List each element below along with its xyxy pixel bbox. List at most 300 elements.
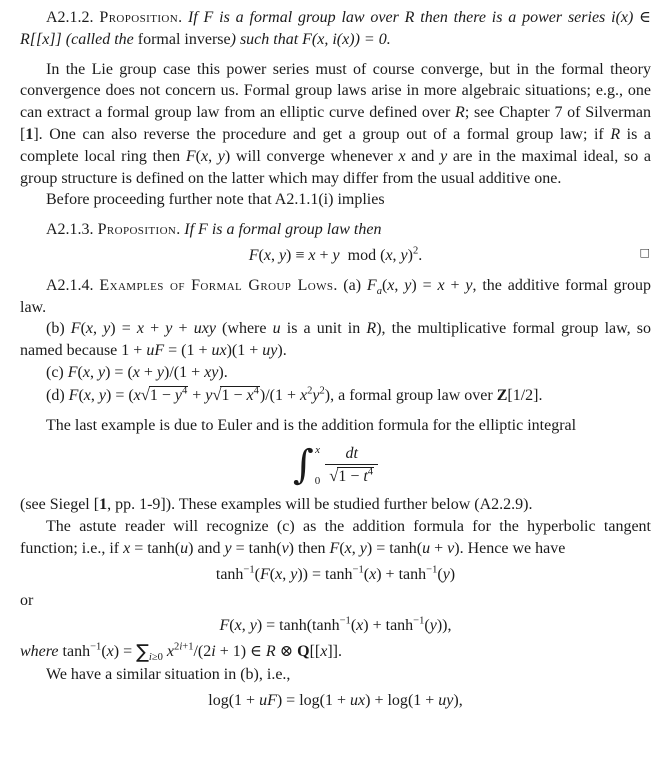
text-run: = tanh(	[130, 539, 181, 557]
math-token: u	[211, 342, 220, 360]
math-token: (	[363, 565, 370, 583]
math-token: x	[204, 363, 212, 381]
text-run: y	[312, 386, 320, 404]
integral-upper-limit: x	[315, 444, 320, 457]
math-token: w	[20, 643, 31, 661]
math-token: (	[376, 246, 386, 264]
math-token: y	[165, 320, 173, 338]
text-run: R	[366, 320, 377, 338]
text-run: F	[366, 276, 377, 294]
math-token: x	[385, 246, 393, 264]
paragraph-siegel	[20, 494, 651, 516]
text-run	[255, 566, 353, 583]
text-run: will converge whenever	[230, 147, 399, 165]
math-token: y	[97, 363, 106, 381]
math-token: e	[51, 643, 59, 661]
math-token: +	[430, 539, 448, 557]
text-run	[310, 643, 342, 660]
text-run: Before proceeding further note that A2.1.1(i) implies	[46, 191, 385, 209]
math-token: r	[45, 643, 52, 661]
math-token: u	[438, 691, 447, 709]
math-token: x	[166, 643, 175, 661]
math-token: +	[188, 386, 206, 404]
text-run: The last example is due to Euler and is the addition formula for the elliptic integral	[46, 416, 577, 434]
text-run	[351, 617, 413, 634]
text-run: ; see Chapter 7 of Silverman [	[20, 104, 651, 143]
math-token: (1 +	[319, 691, 351, 709]
math-token: F	[248, 246, 259, 264]
math-token: (	[101, 643, 107, 661]
text-run: The astute reader will recognize (c) as the addition formula for the hyperbolic tangent function; i.e., if	[20, 518, 651, 557]
paragraph-lie-group	[20, 59, 651, 190]
paragraph-astute-reader	[20, 516, 651, 560]
math-token: 1 +	[121, 342, 147, 360]
math-token: ) =	[110, 320, 137, 338]
math-token: y	[208, 320, 216, 338]
text-run	[20, 643, 90, 660]
text-run	[121, 342, 282, 359]
text-run: are in the maximal ideal, so a group structure is defined on the latter which may differ from the usual additive one.	[20, 147, 652, 187]
math-token: d	[345, 445, 354, 463]
math-token: ,	[93, 320, 104, 338]
math-token: ) +	[365, 691, 388, 709]
math-token: F	[154, 342, 165, 360]
radicand	[220, 386, 259, 404]
radical-icon: √	[140, 384, 150, 404]
math-token: (	[80, 320, 86, 338]
text-run	[186, 148, 230, 165]
text-run: y	[440, 147, 448, 165]
math-token: )) =	[297, 565, 325, 583]
paragraph-where-tanh	[20, 641, 651, 664]
math-token: F	[68, 386, 79, 404]
math-token: t	[363, 468, 368, 486]
math-token: y	[290, 565, 298, 583]
text-run	[69, 387, 141, 404]
math-token: (	[381, 276, 388, 294]
math-token: ⊗	[275, 643, 298, 661]
math-token: tanh	[215, 565, 244, 583]
text-run	[219, 617, 339, 634]
math-token: x	[85, 320, 94, 338]
math-token: x	[82, 363, 90, 381]
math-token: x	[132, 363, 140, 381]
math-token: 1 −	[338, 468, 364, 486]
text-run: Proposition	[99, 9, 179, 26]
text-run: is a complete local ring then	[20, 125, 652, 165]
paragraph-euler	[20, 415, 651, 437]
text-run: 4	[181, 385, 188, 397]
text-run	[216, 566, 244, 583]
integral-sign	[293, 442, 320, 488]
math-token: +	[139, 363, 157, 381]
text-run	[364, 566, 426, 583]
math-token: (	[424, 617, 430, 635]
math-token: tanh	[325, 565, 353, 583]
text-run: If F is a formal group law over R then there is a power series i(x) ∈ R[[x]] (called the	[20, 9, 652, 48]
math-token: )	[449, 565, 456, 583]
math-token: (	[269, 565, 276, 583]
math-token: x	[358, 691, 366, 709]
math-token: )	[366, 539, 373, 557]
math-token: (1 +	[228, 691, 260, 709]
text-run	[193, 643, 297, 660]
radical-icon: √	[212, 384, 222, 404]
math-token: u	[259, 691, 268, 709]
math-token: + 1) ∈	[215, 643, 266, 661]
text-run: (d)	[46, 386, 69, 404]
text-run: ]. One can also reverse the procedure and get a group out of a formal group law; if	[33, 125, 611, 143]
math-token: y	[404, 276, 412, 294]
text-run: . (a)	[333, 276, 367, 294]
qed-box: □	[640, 246, 649, 262]
math-token: ,	[208, 147, 218, 165]
text-run	[422, 540, 454, 557]
sqrt-expression	[212, 384, 259, 404]
math-token: (	[350, 617, 357, 635]
paragraph-similar-situation	[20, 664, 651, 686]
math-token: )),	[436, 617, 452, 635]
text-run: = tanh(	[231, 539, 282, 557]
math-token: +	[444, 276, 466, 294]
summation-lower-limit	[149, 652, 163, 663]
math-token: t	[353, 445, 358, 463]
text-run	[437, 566, 455, 583]
math-token: x	[344, 539, 352, 557]
math-token: mod	[347, 246, 377, 264]
math-token: [[	[309, 643, 321, 661]
math-token: x	[387, 276, 395, 294]
text-run	[101, 643, 136, 660]
math-token: y	[174, 386, 182, 404]
text-run	[424, 617, 451, 634]
text-run: v	[281, 539, 289, 557]
math-token: x	[263, 246, 271, 264]
math-token: log	[208, 691, 229, 709]
math-token: ) = (	[105, 386, 134, 404]
math-token: tanh	[385, 617, 414, 635]
math-token: F	[70, 320, 81, 338]
example-d	[20, 384, 651, 407]
math-token: u	[193, 320, 202, 338]
math-token: y	[205, 386, 213, 404]
text-run: 4	[367, 467, 374, 479]
text-run: In the Lie group case this power series must of course converge, but in the formal theory convergence does not concern us. Formal group laws arise in more algebraic situations; e.g., one can extract a formal group law from an elliptic curve defined over	[20, 60, 651, 122]
math-token: )	[218, 363, 224, 381]
math-token: ) =	[256, 617, 280, 635]
math-token: y	[217, 147, 225, 165]
math-token: ,	[89, 363, 98, 381]
paragraph-before-proceeding	[20, 189, 651, 211]
math-token: v	[447, 539, 455, 557]
text-run: .	[223, 363, 228, 381]
sqrt-expression	[329, 468, 374, 485]
text-run: Examples of Formal Group Lows	[99, 276, 334, 294]
text-run	[330, 540, 373, 557]
math-token: ≥0	[151, 652, 163, 664]
text-run	[249, 247, 413, 264]
text-run: −1	[352, 564, 364, 576]
text-run: [1/2].	[507, 386, 543, 404]
text-run	[208, 692, 462, 709]
proposition-a212	[20, 7, 651, 51]
math-token: y	[446, 691, 454, 709]
text-run: −1	[339, 616, 351, 627]
math-token: (1 +	[407, 691, 439, 709]
text-run: 2	[412, 245, 419, 257]
math-token: ) = (	[105, 363, 133, 381]
equation-elliptic-integral	[20, 442, 651, 488]
text-run: (b)	[46, 320, 71, 338]
text-run: (where	[215, 320, 273, 338]
math-token: y	[103, 320, 111, 338]
math-token: ) =	[113, 643, 137, 661]
text-run: −1	[426, 564, 438, 576]
math-token: u	[422, 539, 431, 557]
math-token: F	[267, 691, 277, 709]
math-token: x	[275, 565, 283, 583]
text-run: u	[180, 539, 189, 557]
math-token: F	[219, 617, 230, 635]
text-run: ) and	[188, 539, 225, 557]
math-token: y	[270, 342, 278, 360]
text-run: y	[224, 539, 232, 557]
math-token: x	[234, 617, 242, 635]
examples-a214	[20, 275, 651, 319]
math-token: i	[148, 652, 152, 664]
text-run	[150, 387, 182, 404]
integral-icon: ∫	[292, 442, 314, 489]
math-token: )	[407, 246, 413, 264]
text-run: x	[398, 147, 406, 165]
math-token: y	[332, 246, 340, 264]
math-token: y	[156, 363, 165, 381]
math-token: x	[200, 147, 209, 165]
equation-tanh	[20, 615, 651, 637]
text-run: .	[178, 9, 188, 26]
text-run: Proposition	[97, 221, 177, 239]
text-run: .	[282, 342, 287, 360]
text-run: , the additive formal group law.	[20, 276, 651, 316]
math-token: (	[195, 147, 201, 165]
fraction	[325, 444, 378, 486]
math-token: u	[146, 342, 155, 360]
word-or	[20, 590, 651, 612]
text-run: .	[418, 246, 423, 264]
text-run: 2	[319, 385, 325, 397]
math-token: y	[465, 276, 473, 294]
math-token: log	[387, 691, 408, 709]
math-token: x	[219, 342, 227, 360]
math-token: tanh	[279, 617, 307, 635]
text-run: 2	[307, 385, 313, 397]
text-run: Q	[297, 643, 310, 661]
text-run	[382, 277, 473, 294]
text-run: a	[376, 285, 382, 297]
math-token: (	[254, 565, 260, 583]
text-run: , pp. 1-9]). These examples will be studied further below (A2.2.9).	[107, 496, 533, 514]
math-token: x	[136, 320, 144, 338]
radicand	[149, 386, 188, 404]
text-run: formal inverse	[137, 30, 231, 48]
math-token: )	[277, 342, 283, 360]
math-token: ,	[270, 246, 279, 264]
text-run: = tanh(	[372, 539, 423, 557]
math-token: (	[229, 617, 235, 635]
text-run	[221, 387, 253, 404]
math-token: F	[185, 147, 196, 165]
text-run: Z	[496, 386, 508, 404]
math-token: R	[265, 643, 276, 661]
math-token: )	[224, 147, 231, 165]
math-token: ) ≡	[286, 246, 309, 264]
text-run: ) then	[288, 539, 330, 557]
text-run: or	[20, 591, 34, 609]
text-run: A2.1.2.	[46, 9, 100, 26]
math-token: +1	[182, 641, 194, 653]
math-token: 1 −	[149, 386, 175, 404]
math-token: ,	[282, 565, 291, 583]
math-token: ,	[351, 539, 360, 557]
text-run: .	[176, 221, 185, 239]
text-run: −1	[90, 641, 102, 653]
math-token: F	[67, 363, 78, 381]
math-token: x	[83, 386, 91, 404]
math-token: tanh	[312, 617, 340, 635]
math-token: ]].	[327, 643, 342, 661]
text-run: −1	[243, 564, 255, 576]
math-token: F	[329, 539, 340, 557]
math-token: ) =	[276, 691, 300, 709]
text-run: (c)	[46, 363, 68, 381]
math-token: y	[278, 246, 287, 264]
math-token: ) =	[411, 276, 438, 294]
math-token	[340, 247, 348, 264]
proposition-a213	[20, 219, 651, 241]
integral-limits	[314, 442, 321, 488]
math-token: ,	[392, 246, 401, 264]
math-token: +	[144, 320, 166, 338]
radical-icon: √	[329, 466, 339, 486]
text-run: ), a formal group law over	[324, 386, 497, 404]
math-token: ),	[453, 691, 463, 709]
text-run: A2.1.4.	[46, 276, 100, 294]
equation-log	[20, 690, 651, 712]
math-token: i	[211, 643, 216, 661]
equation-congruence-mod	[20, 245, 651, 267]
math-token: x	[106, 643, 114, 661]
math-token: u	[262, 342, 271, 360]
math-token: 2	[174, 641, 180, 653]
integral-lower-limit: 0	[314, 475, 321, 488]
math-token: F	[259, 565, 270, 583]
text-run: u	[272, 320, 281, 338]
math-token: y	[442, 565, 450, 583]
text-run	[163, 643, 174, 660]
text-run	[68, 364, 224, 381]
math-token: ) +	[363, 617, 386, 635]
math-token: (	[258, 246, 264, 264]
text-run: is a unit in	[280, 320, 367, 338]
math-token: ,	[241, 617, 250, 635]
math-token: )(1 +	[226, 342, 263, 360]
text-run	[345, 445, 357, 462]
text-run: We have a similar situation in (b), i.e.,	[46, 665, 291, 683]
math-token: u	[350, 691, 359, 709]
math-token: = (1 +	[164, 342, 212, 360]
math-token: y	[249, 617, 257, 635]
text-run: and	[405, 147, 441, 165]
text-run: ) such that F(x, i(x)) = 0.	[230, 30, 391, 48]
math-token: x	[369, 565, 377, 583]
text-run: (see Siegel [	[20, 496, 100, 514]
math-token: i	[179, 641, 183, 653]
math-token: ,	[394, 276, 405, 294]
math-token: x	[299, 386, 308, 404]
fraction-numerator	[325, 444, 378, 464]
math-token: x	[320, 643, 328, 661]
math-token: tanh	[62, 643, 91, 661]
math-token: x	[356, 617, 364, 635]
example-b	[20, 318, 651, 362]
summation-sign	[136, 641, 163, 664]
sigma-icon: ∑	[136, 641, 149, 664]
math-token: y	[98, 386, 106, 404]
text-run: A2.1.3.	[46, 221, 98, 239]
math-token: /(2	[193, 643, 212, 661]
text-run	[260, 387, 307, 404]
math-token: x	[437, 276, 445, 294]
math-token: y	[211, 363, 219, 381]
text-run: R	[610, 125, 621, 143]
math-token: (	[306, 617, 313, 635]
math-token: 1 −	[221, 386, 247, 404]
math-token: x	[246, 386, 254, 404]
text-run	[188, 387, 212, 404]
math-token: ,	[90, 386, 99, 404]
math-token: +	[315, 246, 333, 264]
fraction-denominator	[325, 464, 378, 486]
text-run: 1	[25, 125, 34, 143]
text-run: x	[123, 539, 131, 557]
math-token: ) +	[376, 565, 399, 583]
math-token: )/(1 +	[259, 386, 300, 404]
math-token: +	[172, 320, 194, 338]
text-run	[338, 468, 367, 485]
text-run: −1	[413, 616, 425, 627]
example-c	[20, 362, 651, 384]
text-run: 4	[253, 385, 259, 397]
text-run: R	[455, 104, 465, 122]
text-run: ), the multiplicative formal group law, so named because	[20, 320, 652, 360]
math-token: tanh	[398, 565, 427, 583]
math-token: x	[308, 246, 316, 264]
math-token: )/(1 +	[164, 363, 205, 381]
math-token: h	[30, 643, 39, 661]
math-token: (	[78, 386, 84, 404]
math-token: y	[400, 246, 408, 264]
math-token: log	[299, 691, 320, 709]
math-token: y	[359, 539, 367, 557]
sqrt-expression	[140, 384, 188, 404]
math-token: x	[201, 320, 209, 338]
math-token: (	[77, 363, 83, 381]
text-run	[71, 320, 216, 337]
math-token: y	[429, 617, 437, 635]
math-token: (	[437, 565, 443, 583]
text-run	[174, 642, 193, 653]
text-run: If F is a formal group law then	[184, 221, 382, 239]
